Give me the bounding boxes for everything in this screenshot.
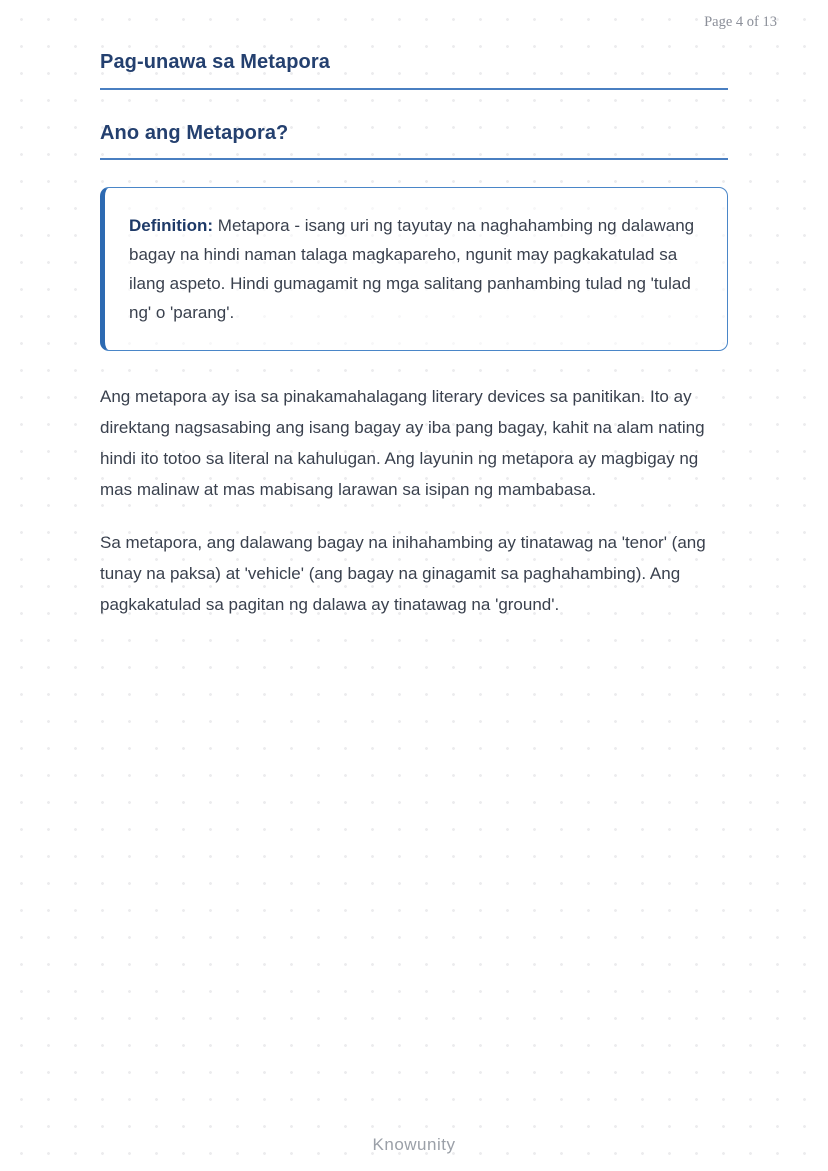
body-paragraph: Ang metapora ay isa sa pinakamahalagang literary devices sa panitikan. Ito ay direktang nagsasabing ang isang bagay ay iba pang bagay, kahit na alam nating hindi ito totoo sa literal na kahulugan. Ang layunin ng metapora ay magbigay ng mas malinaw at mas mabisang larawan sa isipan ng mambabasa.	[100, 387, 705, 499]
body-paragraph: Sa metapora, ang dalawang bagay na inihahambing ay tinatawag na 'tenor' (ang tunay na paksa) at 'vehicle' (ang bagay na ginagamit sa paghahambing). Ang pagkakatulad sa pagitan ng dalawa ay tinatawag na 'ground'.	[100, 533, 706, 614]
page-title: Pag-unawa sa Metapora	[100, 50, 728, 90]
section-heading: Ano ang Metapora?	[100, 121, 728, 160]
definition-label: Definition:	[129, 216, 214, 235]
document-content	[100, 50, 728, 620]
definition-paragraph	[129, 211, 699, 327]
footer-brand: Knowunity	[372, 1135, 456, 1154]
definition-text: Metapora - isang uri ng tayutay na naghahambing ng dalawang bagay na hindi naman talaga magkapareho, ngunit may pagkakatulad sa ilang aspeto. Hindi gumagamit ng mga salitang panhambing tulad ng 'tulad ng' o 'parang'.	[129, 216, 695, 322]
page-indicator: Page 4 of 13	[704, 14, 777, 30]
definition-callout	[100, 187, 728, 351]
